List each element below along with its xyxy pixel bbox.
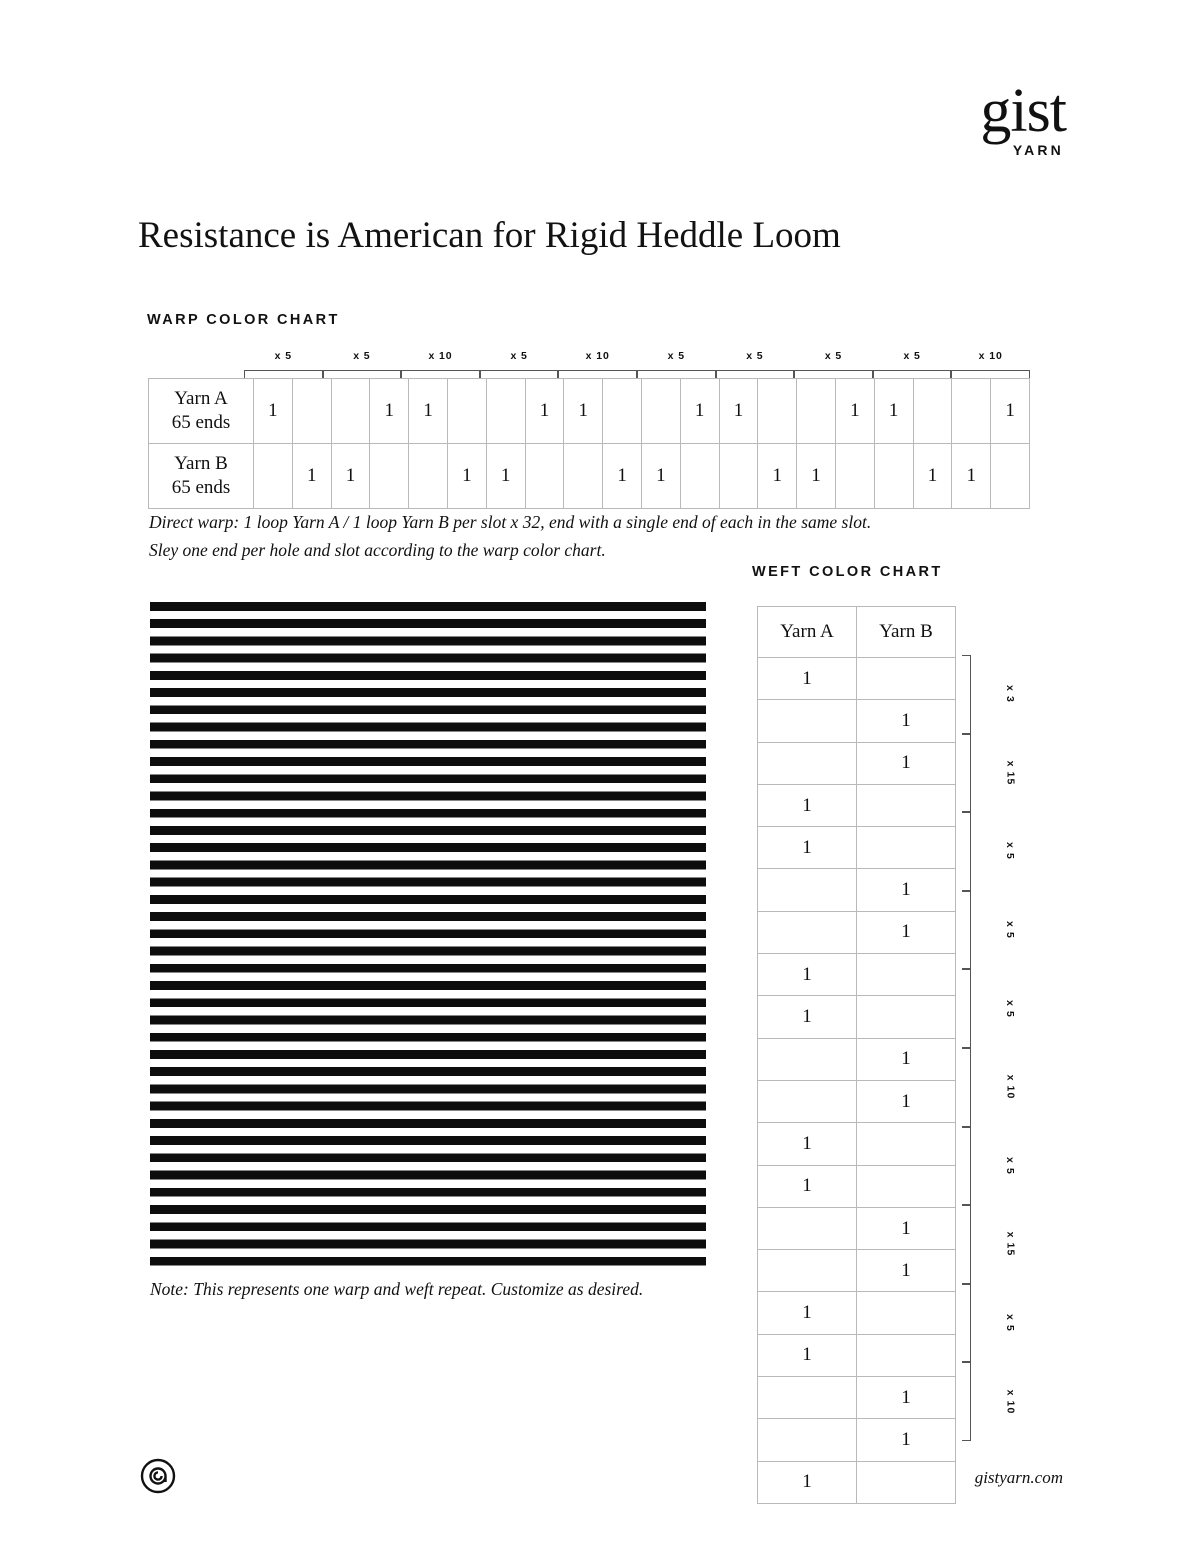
warp-multiplier-group [873, 352, 952, 378]
weft-cell [857, 1123, 956, 1165]
warp-multiplier-group [951, 352, 1030, 378]
warp-cell [641, 379, 680, 444]
warp-cell [292, 379, 331, 444]
weft-cell: 1 [758, 784, 857, 826]
weft-row [758, 827, 956, 869]
warp-bracket-bar [323, 370, 402, 378]
brand-subtitle: YARN [1012, 141, 1064, 158]
weft-cell [857, 954, 956, 996]
warp-multiplier-label: x 10 [978, 350, 1003, 362]
warp-cell: 1 [331, 444, 370, 509]
weft-multiplier-group [962, 1127, 1032, 1206]
warp-cell: 1 [758, 444, 797, 509]
warp-cell: 1 [447, 444, 486, 509]
weft-color-chart-heading: WEFT COLOR CHART [752, 564, 943, 580]
warp-bracket-bar [244, 370, 323, 378]
weft-cell: 1 [758, 1461, 857, 1503]
weft-cell [857, 827, 956, 869]
weft-multiplier-group [962, 891, 1032, 970]
weft-cell: 1 [857, 1038, 956, 1080]
weft-col-yarn-b: Yarn B [857, 607, 956, 658]
warp-cell [409, 444, 448, 509]
warp-cell: 1 [874, 379, 913, 444]
weft-cell: 1 [857, 911, 956, 953]
brand-logo [980, 77, 1066, 158]
weft-row [758, 1038, 956, 1080]
warp-multiplier-label: x 5 [274, 350, 292, 362]
warp-row-yarn: Yarn B [174, 452, 228, 474]
warp-multiplier-brackets [244, 352, 1030, 378]
warp-row-label [149, 444, 254, 509]
warp-table [148, 378, 1030, 509]
weft-cell [758, 1250, 857, 1292]
warp-cell: 1 [409, 379, 448, 444]
warp-cell [913, 379, 952, 444]
warp-cell: 1 [486, 444, 525, 509]
weft-cell [857, 1334, 956, 1376]
weft-cell [758, 700, 857, 742]
weft-multiplier-label: x 5 [1004, 999, 1016, 1018]
warp-cell [370, 444, 409, 509]
warp-bracket-bar [794, 370, 873, 378]
weft-cell [857, 996, 956, 1038]
weft-multiplier-label: x 15 [1004, 1232, 1016, 1257]
warp-instructions [149, 508, 1009, 565]
weft-bracket-bar [962, 1048, 971, 1127]
warp-multiplier-group [716, 352, 795, 378]
weft-multiplier-label: x 5 [1004, 921, 1016, 940]
warp-cell: 1 [603, 444, 642, 509]
footer-website: gistyarn.com [974, 1468, 1063, 1487]
warp-multiplier-group [323, 352, 402, 378]
warp-cell: 1 [797, 444, 836, 509]
warp-bracket-bar [558, 370, 637, 378]
warp-cell [331, 379, 370, 444]
warp-bracket-bar [637, 370, 716, 378]
warp-row [149, 379, 1030, 444]
weft-multiplier-group [962, 1362, 1032, 1441]
warp-cell: 1 [525, 379, 564, 444]
weft-cell [857, 1292, 956, 1334]
weft-bracket-bar [962, 1362, 971, 1441]
warp-bracket-bar [401, 370, 480, 378]
warp-cell: 1 [991, 379, 1030, 444]
weft-cell: 1 [857, 869, 956, 911]
warp-bracket-bar [480, 370, 559, 378]
warp-color-chart [148, 352, 1030, 509]
weft-row [758, 658, 956, 700]
warp-multiplier-label: x 5 [903, 350, 921, 362]
warp-multiplier-label: x 10 [428, 350, 453, 362]
weft-cell: 1 [857, 1250, 956, 1292]
weft-row [758, 1377, 956, 1419]
warp-multiplier-label: x 5 [667, 350, 685, 362]
weft-cell [857, 658, 956, 700]
weft-bracket-bar [962, 655, 971, 734]
weft-row [758, 869, 956, 911]
weft-bracket-bar [962, 1284, 971, 1363]
warp-cell [952, 379, 991, 444]
weft-cell [758, 1038, 857, 1080]
weft-row [758, 1080, 956, 1122]
weft-bracket-bar [962, 1127, 971, 1206]
weft-color-chart [757, 606, 949, 1504]
warp-cell: 1 [564, 379, 603, 444]
weft-cell [758, 1419, 857, 1461]
weft-cell: 1 [857, 1080, 956, 1122]
weft-col-yarn-a: Yarn A [758, 607, 857, 658]
weft-cell [758, 869, 857, 911]
spiral-logo-icon [140, 1458, 176, 1494]
warp-cell [874, 444, 913, 509]
warp-cell: 1 [680, 379, 719, 444]
warp-multiplier-group [244, 352, 323, 378]
warp-instruction-line-1: Direct warp: 1 loop Yarn A / 1 loop Yarn B per slot x 32, end with a single end of each in the same slot. [149, 512, 872, 532]
weft-row [758, 1207, 956, 1249]
brand-wordmark: gist [980, 77, 1066, 145]
weft-multiplier-group [962, 1284, 1032, 1363]
weft-row [758, 911, 956, 953]
weft-multiplier-label: x 5 [1004, 1156, 1016, 1175]
weft-cell: 1 [758, 658, 857, 700]
weft-row [758, 1123, 956, 1165]
warp-multiplier-label: x 5 [353, 350, 371, 362]
weave-draft-svg [150, 602, 706, 1274]
warp-row-ends: 65 ends [171, 477, 231, 498]
warp-multiplier-group [637, 352, 716, 378]
warp-cell [680, 444, 719, 509]
warp-cell [797, 379, 836, 444]
warp-multiplier-group [794, 352, 873, 378]
weft-cell [857, 1461, 956, 1503]
weft-multiplier-label: x 5 [1004, 842, 1016, 861]
warp-cell: 1 [254, 379, 293, 444]
warp-cell: 1 [835, 379, 874, 444]
weft-multiplier-group [962, 1048, 1032, 1127]
warp-multiplier-label: x 5 [824, 350, 843, 362]
warp-row-label [149, 379, 254, 444]
weft-cell: 1 [758, 1292, 857, 1334]
weft-cell: 1 [857, 1207, 956, 1249]
weft-multiplier-group [962, 1205, 1032, 1284]
weft-multiplier-label: x 10 [1004, 1389, 1016, 1415]
warp-cell [254, 444, 293, 509]
weft-cell: 1 [857, 1377, 956, 1419]
warp-cell [447, 379, 486, 444]
draft-note: Note: This represents one warp and weft repeat. Customize as desired. [150, 1279, 644, 1299]
weft-row [758, 954, 956, 996]
warp-cell [719, 444, 758, 509]
warp-row [149, 444, 1030, 509]
warp-bracket-bar [716, 370, 795, 378]
weft-multiplier-group [962, 812, 1032, 891]
warp-cell: 1 [952, 444, 991, 509]
weft-bracket-bar [962, 969, 971, 1048]
weft-multiplier-label: x 15 [1004, 760, 1016, 786]
weft-multiplier-label: x 10 [1004, 1074, 1016, 1100]
weft-cell [857, 784, 956, 826]
warp-cell: 1 [913, 444, 952, 509]
weft-bracket-bar [962, 734, 971, 813]
weft-table-header-row [758, 607, 956, 658]
page-title: Resistance is American for Rigid Heddle Loom [138, 215, 841, 256]
weft-row [758, 1419, 956, 1461]
warp-cell [758, 379, 797, 444]
weft-row [758, 996, 956, 1038]
warp-multiplier-group [558, 352, 637, 378]
weft-cell: 1 [857, 742, 956, 784]
weft-row [758, 700, 956, 742]
warp-cell [486, 379, 525, 444]
weft-bracket-bar [962, 891, 971, 970]
warp-cell [564, 444, 603, 509]
weft-cell: 1 [758, 954, 857, 996]
warp-cell [835, 444, 874, 509]
weft-multiplier-label: x 5 [1004, 1314, 1016, 1333]
weft-cell [758, 1377, 857, 1419]
weft-cell: 1 [758, 827, 857, 869]
weft-row [758, 1165, 956, 1207]
warp-cell [525, 444, 564, 509]
weft-cell: 1 [758, 1334, 857, 1376]
weft-row [758, 1461, 956, 1503]
weft-cell [758, 742, 857, 784]
warp-cell [991, 444, 1030, 509]
warp-multiplier-label: x 10 [585, 350, 610, 362]
weft-cell [857, 1165, 956, 1207]
weft-cell [758, 1080, 857, 1122]
warp-cell [603, 379, 642, 444]
weft-cell: 1 [758, 1123, 857, 1165]
weft-bracket-bar [962, 812, 971, 891]
weft-multiplier-group [962, 655, 1032, 734]
warp-cell: 1 [719, 379, 758, 444]
weft-bracket-bar [962, 1205, 971, 1284]
weft-row [758, 1334, 956, 1376]
weft-cell [758, 911, 857, 953]
warp-cell: 1 [292, 444, 331, 509]
weft-cell: 1 [758, 996, 857, 1038]
warp-multiplier-group [401, 352, 480, 378]
weft-cell: 1 [857, 700, 956, 742]
weft-row [758, 1292, 956, 1334]
warp-multiplier-group [480, 352, 559, 378]
weft-row [758, 742, 956, 784]
weft-row [758, 1250, 956, 1292]
weft-multiplier-group [962, 969, 1032, 1048]
weft-multiplier-brackets [962, 655, 1032, 1441]
warp-multiplier-label: x 5 [510, 350, 528, 362]
weft-cell: 1 [758, 1165, 857, 1207]
warp-bracket-bar [873, 370, 952, 378]
weft-multiplier-group [962, 734, 1032, 813]
warp-instruction-line-2: Sley one end per hole and slot according to the warp color chart. [149, 540, 606, 561]
weft-cell: 1 [857, 1419, 956, 1461]
warp-multiplier-label: x 5 [746, 350, 764, 362]
warp-color-chart-heading: WARP COLOR CHART [147, 312, 340, 328]
weave-draft-image [150, 602, 706, 1274]
warp-cell: 1 [370, 379, 409, 444]
weft-table [757, 606, 956, 1504]
weft-multiplier-label: x 3 [1004, 685, 1016, 704]
weft-row [758, 784, 956, 826]
spiral-logo-svg [140, 1458, 176, 1494]
warp-cell: 1 [641, 444, 680, 509]
warp-bracket-bar [951, 370, 1030, 378]
weft-cell [758, 1207, 857, 1249]
warp-row-yarn: Yarn A [174, 387, 228, 409]
warp-row-ends: 65 ends [171, 412, 231, 433]
